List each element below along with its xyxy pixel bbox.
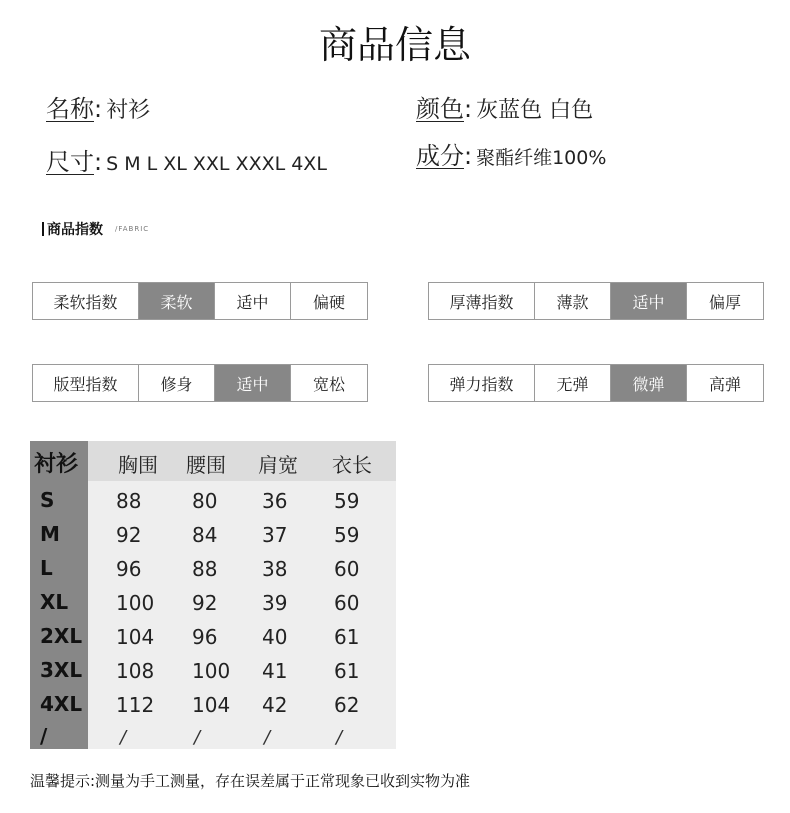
table-cell: /: [194, 727, 201, 748]
index-option: 适中: [215, 365, 291, 401]
size-value: S M L XL XXL XXXL 4XL: [106, 153, 327, 175]
index-option: 适中: [215, 283, 291, 319]
table-cell: 61: [334, 625, 360, 649]
index-name: 版型指数: [33, 365, 139, 401]
column-header: 衣长: [332, 453, 372, 477]
index-option: 微弹: [611, 365, 687, 401]
index-option: 无弹: [535, 365, 611, 401]
table-cell: 104: [116, 625, 155, 649]
index-section-heading: [42, 219, 149, 239]
table-cell: 37: [262, 523, 288, 547]
table-cell: 96: [116, 557, 142, 581]
table-cell: 36: [262, 489, 288, 513]
row-size-label: 3XL: [40, 658, 83, 682]
table-cell: 88: [116, 489, 142, 513]
table-cell: 108: [116, 659, 155, 683]
table-cell: 100: [116, 591, 155, 615]
color-colon: :: [464, 95, 473, 123]
index-option: 高弹: [708, 374, 741, 394]
heading-bar: [42, 222, 44, 236]
name-value: 衬衫: [106, 98, 151, 123]
index-name: 厚薄指数: [429, 283, 535, 319]
column-header: 腰围: [186, 453, 226, 477]
table-cell: 59: [334, 523, 360, 547]
index-section-subtitle: /FABRIC: [115, 225, 150, 233]
table-cell: /: [120, 727, 127, 748]
index-option: 适中: [611, 283, 687, 319]
measurement-note: 温馨提示:测量为手工测量，存在误差属于正常现象已收到实物为准: [30, 772, 471, 790]
table-cell: 39: [262, 591, 288, 615]
index-option: 薄款: [535, 283, 611, 319]
row-size-label: M: [40, 522, 60, 546]
page-title: 商品信息: [318, 23, 471, 67]
row-size-label: /: [40, 724, 48, 748]
index-option: 偏厚: [708, 292, 741, 312]
table-cell: 92: [192, 591, 218, 615]
table-cell: 104: [192, 693, 231, 717]
table-cell: 84: [192, 523, 218, 547]
index-option: 宽松: [312, 374, 345, 394]
table-cell: 100: [192, 659, 231, 683]
row-size-label: S: [40, 488, 55, 512]
table-cell: 61: [334, 659, 360, 683]
composition-colon: :: [464, 142, 473, 170]
info-composition: [416, 136, 606, 171]
composition-label: 成分: [416, 142, 464, 170]
table-cell: /: [336, 727, 343, 748]
index-name: 柔软指数: [33, 283, 139, 319]
row-size-label: 4XL: [40, 692, 83, 716]
table-cell: 92: [116, 523, 142, 547]
table-cell: 88: [192, 557, 218, 581]
table-cell: 62: [334, 693, 360, 717]
size-colon: :: [94, 148, 103, 176]
name-colon: :: [94, 95, 103, 123]
index-fit: [32, 364, 368, 402]
table-cell: 41: [262, 659, 288, 683]
composition-value: 聚酯纤维100%: [476, 147, 607, 169]
table-cell: 38: [262, 557, 288, 581]
size-table: [30, 441, 396, 749]
table-cell: 80: [192, 489, 218, 513]
table-cell: 96: [192, 625, 218, 649]
table-cell: 60: [334, 557, 360, 581]
row-size-label: XL: [40, 590, 69, 614]
row-size-label: L: [40, 556, 53, 580]
color-label: 颜色: [416, 95, 464, 123]
row-size-label: 2XL: [40, 624, 83, 648]
info-name: [46, 89, 150, 124]
table-cell: 60: [334, 591, 360, 615]
index-softness: [32, 282, 368, 320]
color-value: 灰蓝色 白色: [476, 98, 594, 123]
index-option: 柔软: [139, 283, 215, 319]
name-label: 名称: [46, 95, 94, 123]
info-size: [46, 142, 327, 177]
table-cell: 42: [262, 693, 288, 717]
column-header: 肩宽: [258, 453, 298, 477]
info-color: [416, 89, 593, 124]
index-name: 弹力指数: [429, 365, 535, 401]
index-option: 偏硬: [312, 292, 345, 312]
table-cell: 40: [262, 625, 288, 649]
table-corner-label: 衬衫: [34, 452, 79, 477]
index-elasticity: [428, 364, 764, 402]
table-cell: /: [264, 727, 271, 748]
index-option: 修身: [139, 365, 215, 401]
table-cell: 112: [116, 693, 155, 717]
index-section-title: 商品指数: [47, 222, 103, 238]
table-cell: 59: [334, 489, 360, 513]
column-header: 胸围: [118, 453, 158, 477]
index-thickness: [428, 282, 764, 320]
size-label: 尺寸: [46, 148, 94, 176]
